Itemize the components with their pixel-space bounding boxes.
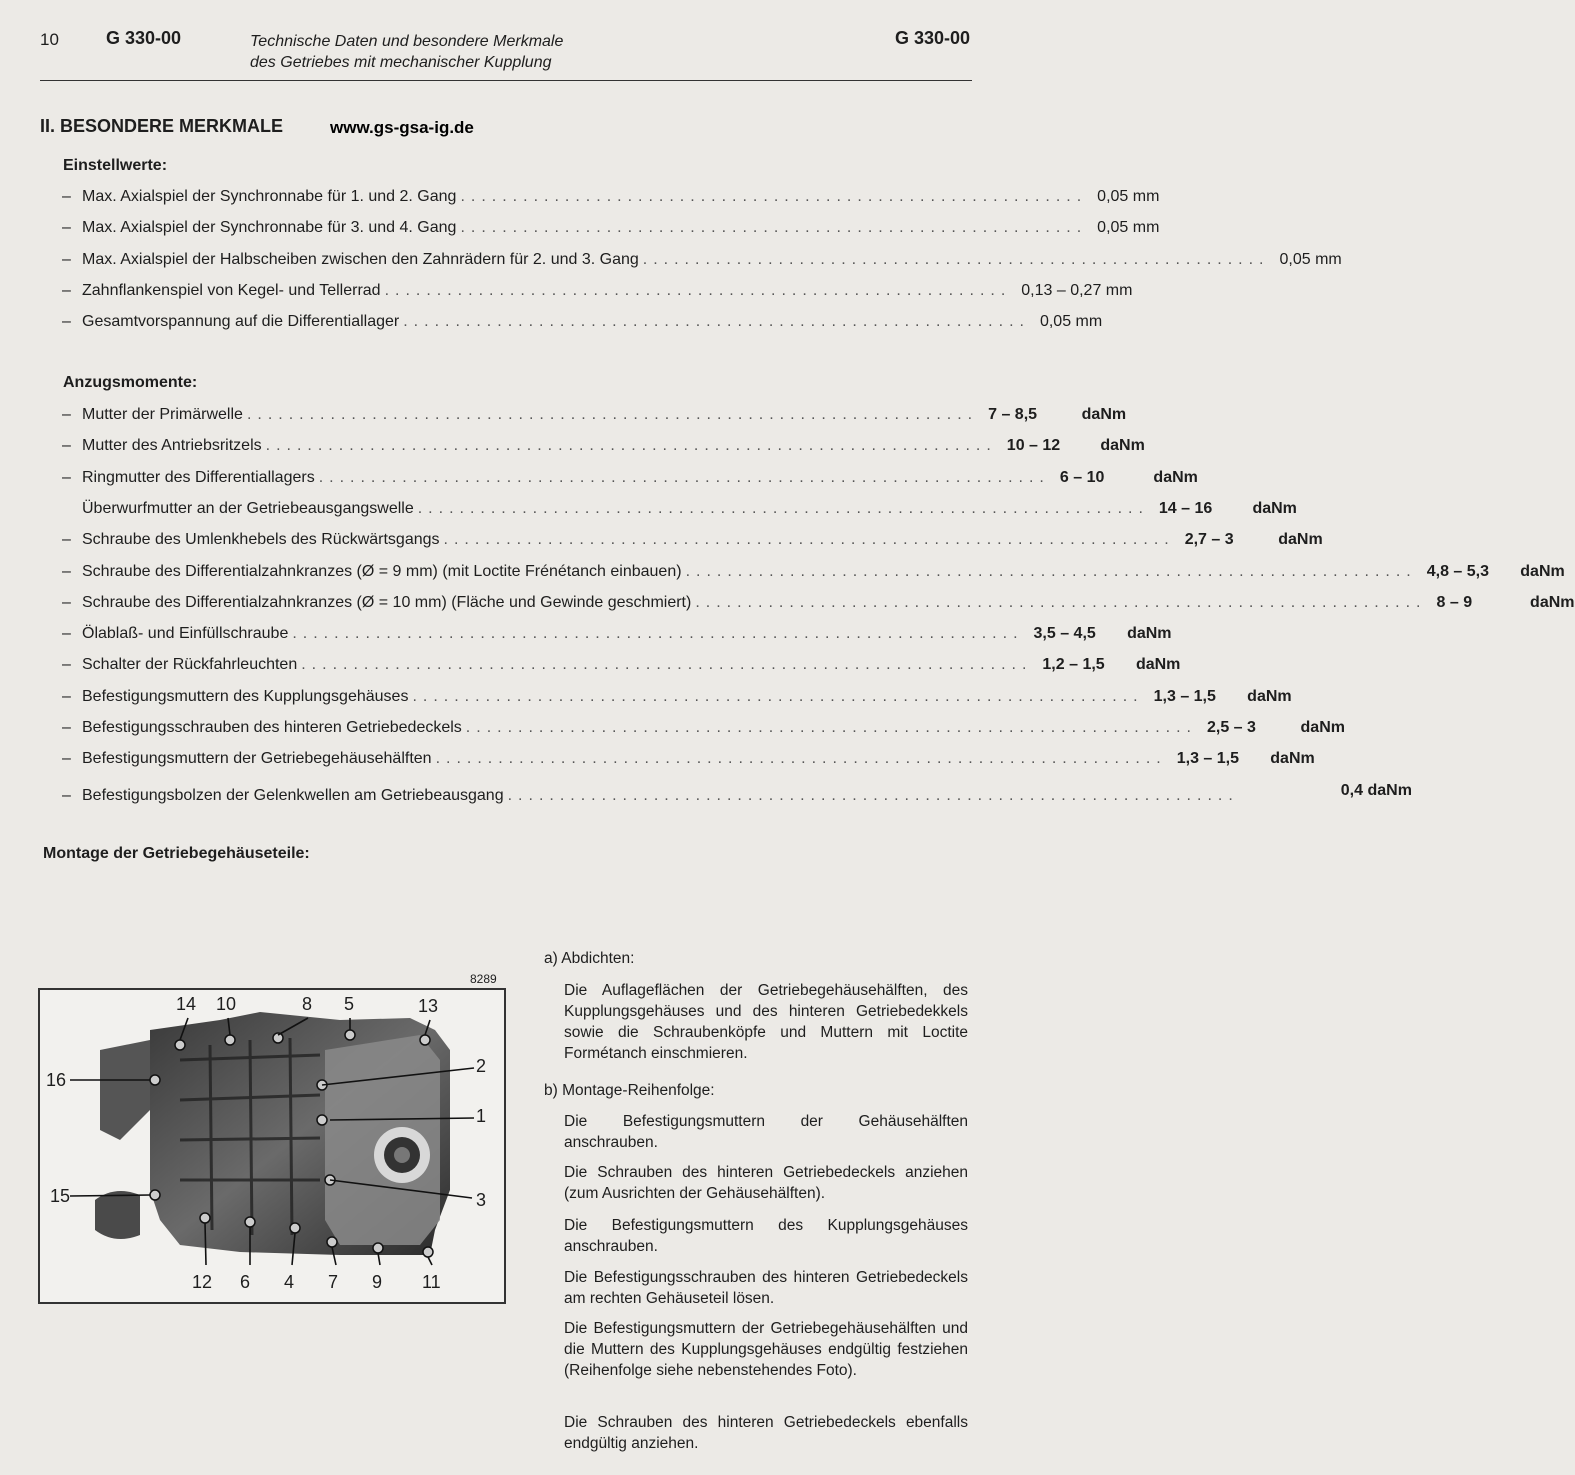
- einstellwert-value: 0,05 mm: [1097, 188, 1160, 205]
- anzugsmoment-label: Befestigungsmuttern des Kupplungsgehäuses: [82, 688, 409, 705]
- montage-step: Die Schrauben des hinteren Getriebedeckels anziehen (zum Ausrichten der Gehäusehälften).: [564, 1164, 968, 1202]
- torque-unit: daNm: [1270, 750, 1315, 767]
- list-dash: –: [62, 251, 71, 268]
- list-dash: –: [62, 469, 71, 486]
- list-dash: –: [62, 750, 71, 767]
- anzugsmoment-row: [62, 406, 1127, 430]
- torque-range: 1,3 – 1,5: [1153, 688, 1216, 705]
- einstellwert-value: 0,13 – 0,27 mm: [1021, 282, 1133, 299]
- torque-range: 1,3 – 1,5: [1176, 750, 1240, 767]
- anzugsmoment-row: [62, 469, 1198, 493]
- torque-unit: daNm: [1520, 563, 1565, 580]
- dot-leader: ......................................................................: [412, 688, 1144, 705]
- abdichten-title: a) Abdichten:: [544, 950, 635, 967]
- list-dash: –: [62, 406, 71, 423]
- photo-callout-number: 10: [216, 994, 237, 1014]
- photo-callout-number: 2: [476, 1056, 487, 1076]
- torque-unit: 0,4 daNm: [1340, 782, 1412, 799]
- anzugsmoment-row: [62, 656, 1181, 680]
- dot-leader: ......................................................................: [417, 500, 1149, 517]
- photo-callout-number: 1: [476, 1106, 487, 1126]
- anzugsmoment-value: [1207, 719, 1345, 737]
- einstellwerte-title: Einstellwerte:: [63, 157, 168, 174]
- torque-range: 14 – 16: [1158, 500, 1213, 517]
- list-dash: –: [62, 219, 71, 236]
- anzugsmoment-value: [1154, 688, 1292, 706]
- torque-unit: daNm: [1127, 625, 1172, 642]
- anzugsmoment-value: [1034, 625, 1172, 643]
- anzugsmoment-label: Schraube des Umlenkhebels des Rückwärtsgangs: [82, 531, 440, 548]
- montage-reihenfolge-title: b) Montage-Reihenfolge:: [544, 1082, 715, 1099]
- anzugsmoment-value: [1427, 563, 1565, 581]
- anzugsmoment-value: [1042, 656, 1180, 674]
- dot-leader: ......................................................................: [685, 563, 1417, 580]
- photo-callout-number: 11: [422, 1272, 441, 1292]
- anzugsmoment-row: [62, 719, 1345, 743]
- einstellwert-label: Gesamtvorspannung auf die Differentiallager: [82, 313, 400, 330]
- section-title: II. BESONDERE MERKMALE: [40, 116, 284, 136]
- anzugsmoment-row: [62, 594, 1575, 618]
- anzugsmoment-label: Schraube des Differentialzahnkranzes (Ø = 10 mm) (Fläche und Gewinde geschmiert): [82, 594, 692, 611]
- einstellwert-label: Max. Axialspiel der Synchronnabe für 1. und 2. Gang: [82, 188, 457, 205]
- torque-range: 2,5 – 3: [1206, 719, 1256, 736]
- anzugsmoment-value: [988, 406, 1126, 424]
- anzugsmoment-row: [62, 625, 1172, 649]
- anzugsmoment-label: Überwurfmutter an der Getriebeausgangswelle: [82, 500, 414, 517]
- anzugsmoment-label: Mutter des Antriebsritzels: [82, 437, 262, 454]
- anzugsmoment-value: [1159, 500, 1297, 518]
- anzugsmoment-row: [62, 500, 1297, 524]
- list-dash: –: [62, 787, 71, 804]
- torque-unit: daNm: [1153, 469, 1198, 486]
- anzugsmoment-value: [1185, 531, 1323, 549]
- torque-unit: daNm: [1135, 656, 1181, 673]
- photo-callout-number: 8: [302, 994, 313, 1014]
- photo-callout-number: 9: [372, 1272, 383, 1292]
- torque-range: 6 – 10: [1059, 469, 1105, 486]
- einstellwert-label: Zahnflankenspiel von Kegel- und Tellerrad: [82, 282, 381, 299]
- torque-range: 1,2 – 1,5: [1042, 656, 1105, 673]
- dot-leader: ......................................................................: [695, 594, 1427, 611]
- einstellwert-value: 0,05 mm: [1097, 219, 1160, 236]
- photo-callout-number: 4: [284, 1272, 295, 1292]
- torque-unit: daNm: [1100, 437, 1145, 454]
- photo-callout-number: 5: [344, 994, 355, 1014]
- dot-leader: ......................................................................: [318, 469, 1050, 486]
- anzugsmoment-value: [1060, 469, 1198, 487]
- document-code-left: G 330-00: [106, 28, 182, 48]
- list-dash: –: [62, 437, 71, 454]
- header-divider: [40, 80, 972, 81]
- einstellwert-value: 0,05 mm: [1279, 251, 1342, 268]
- einstellwert-label: Max. Axialspiel der Halbscheiben zwischen den Zahnrädern für 2. und 3. Gang: [82, 251, 639, 268]
- photo-callout-number: 16: [46, 1070, 67, 1090]
- einstellwert-row: [62, 313, 1103, 337]
- list-dash: –: [62, 531, 71, 548]
- anzugsmoment-row: [62, 437, 1145, 461]
- gearbox-housing-illustration: [40, 990, 504, 1302]
- list-dash: –: [62, 282, 71, 299]
- montage-step: Die Befestigungsschrauben des hinteren Getriebedeckels am rechten Gehäuseteil lösen.: [564, 1269, 968, 1307]
- anzugsmoment-row: [62, 531, 1323, 555]
- list-dash: –: [62, 594, 71, 611]
- photo-id: 8289: [470, 972, 497, 986]
- list-dash: –: [62, 688, 71, 705]
- torque-range: 2,7 – 3: [1184, 531, 1234, 548]
- list-dash: –: [62, 563, 71, 580]
- einstellwert-row: [62, 188, 1160, 212]
- photo-callout-number: 13: [418, 996, 439, 1016]
- torque-range: 10 – 12: [1006, 437, 1061, 454]
- anzugsmoment-label: Ringmutter des Differentiallagers: [82, 469, 315, 486]
- einstellwert-row: [62, 282, 1133, 306]
- dot-leader: ......................................................................: [265, 437, 997, 454]
- montage-title: Montage der Getriebegehäuseteile:: [43, 845, 310, 862]
- header-title-line1: Technische Daten und besondere Merkmale: [250, 33, 564, 50]
- list-dash: –: [62, 188, 71, 205]
- dot-leader: ......................................................................: [292, 625, 1024, 642]
- gearbox-housing-photo: [38, 988, 506, 1304]
- anzugsmoment-row: [62, 750, 1315, 774]
- torque-unit: daNm: [1252, 500, 1297, 517]
- dot-leader: ............................................................: [384, 282, 1012, 299]
- dot-leader: ......................................................................: [443, 531, 1175, 548]
- abdichten-text: Die Auflageflächen der Getriebegehäusehälften, des Kupplungsgehäuses und des hinteren Getriebedekkels sowie die Schraubenköpfe und Muttern mit Loctite Formétanch einschmieren.: [564, 982, 968, 1062]
- anzugsmoment-label: Schalter der Rückfahrleuchten: [82, 656, 298, 673]
- dot-leader: ......................................................................: [246, 406, 979, 423]
- dot-leader: ............................................................: [460, 219, 1088, 236]
- photo-callout-number: 7: [328, 1272, 339, 1292]
- torque-unit: daNm: [1300, 719, 1345, 736]
- dot-leader: ......................................................................: [507, 787, 1239, 804]
- anzugsmoment-value: [1007, 437, 1145, 455]
- header-title: [250, 31, 563, 73]
- list-dash: –: [62, 719, 71, 736]
- anzugsmomente-title: Anzugsmomente:: [63, 374, 198, 391]
- montage-step: Die Schrauben des hinteren Getriebedeckels ebenfalls endgültig anziehen.: [564, 1414, 968, 1452]
- montage-step: Die Befestigungsmuttern der Gehäusehälften anschrauben.: [564, 1113, 968, 1151]
- list-dash: –: [62, 625, 71, 642]
- torque-unit: daNm: [1247, 688, 1292, 705]
- dot-leader: ......................................................................: [301, 656, 1033, 673]
- montage-steps: [544, 1111, 968, 1461]
- anzugsmoment-label: Befestigungsbolzen der Gelenkwellen am Getriebeausgang: [82, 787, 504, 804]
- anzugsmoment-value: [1437, 594, 1575, 612]
- torque-range: 4,8 – 5,3: [1426, 563, 1490, 580]
- website-link[interactable]: www.gs-gsa-ig.de: [330, 118, 474, 137]
- photo-callout-number: 14: [176, 994, 197, 1014]
- photo-callout-number: 12: [192, 1272, 213, 1292]
- dot-leader: ......................................................................: [435, 750, 1167, 767]
- torque-range: 8 – 9: [1436, 594, 1473, 611]
- torque-range: 7 – 8,5: [988, 406, 1038, 423]
- einstellwert-value: 0,05 mm: [1039, 313, 1103, 330]
- anzugsmoment-label: Schraube des Differentialzahnkranzes (Ø = 9 mm) (mit Loctite Frénétanch einbauen): [82, 563, 682, 580]
- list-dash: –: [62, 656, 71, 673]
- photo-callout-number: 3: [476, 1190, 487, 1210]
- anzugsmoment-label: Befestigungsmuttern der Getriebegehäusehälften: [82, 750, 432, 767]
- document-code-right: G 330-00: [894, 28, 970, 48]
- header-title-line2: des Getriebes mit mechanischer Kupplung: [250, 54, 552, 71]
- anzugsmoment-value: [1249, 782, 1412, 800]
- anzugsmoment-label: Ölablaß- und Einfüllschraube: [82, 625, 289, 642]
- anzugsmoment-value: [1177, 750, 1315, 768]
- einstellwert-label: Max. Axialspiel der Synchronnabe für 3. und 4. Gang: [82, 219, 457, 236]
- montage-step: Die Befestigungsmuttern des Kupplungsgehäuses anschrauben.: [564, 1217, 968, 1255]
- torque-unit: daNm: [1530, 594, 1575, 611]
- dot-leader: ............................................................: [460, 188, 1088, 205]
- einstellwert-row: [62, 219, 1160, 243]
- torque-unit: daNm: [1081, 406, 1127, 423]
- einstellwert-row: [62, 251, 1342, 275]
- anzugsmoment-row: [62, 563, 1565, 587]
- page-number: 10: [40, 30, 59, 49]
- montage-step: Die Befestigungsmuttern der Getriebegehäusehälften und die Muttern des Kupplungsgehäuses endgültig festziehen (Reihenfolge siehe nebenstehendes Foto).: [564, 1320, 968, 1379]
- anzugsmoment-label: Mutter der Primärwelle: [82, 406, 243, 423]
- torque-range: [1249, 782, 1341, 800]
- anzugsmoment-row: [62, 688, 1292, 712]
- anzugsmoment-label: Befestigungsschrauben des hinteren Getriebedeckels: [82, 719, 462, 736]
- photo-callout-number: 15: [50, 1186, 71, 1206]
- dot-leader: ............................................................: [403, 313, 1030, 330]
- torque-range: 3,5 – 4,5: [1033, 625, 1096, 642]
- photo-callout-number: 6: [240, 1272, 251, 1292]
- torque-unit: daNm: [1278, 531, 1323, 548]
- dot-leader: ......................................................................: [465, 719, 1197, 736]
- anzugsmoment-row: [62, 782, 1412, 806]
- list-dash: –: [62, 313, 71, 330]
- dot-leader: ............................................................: [642, 251, 1270, 268]
